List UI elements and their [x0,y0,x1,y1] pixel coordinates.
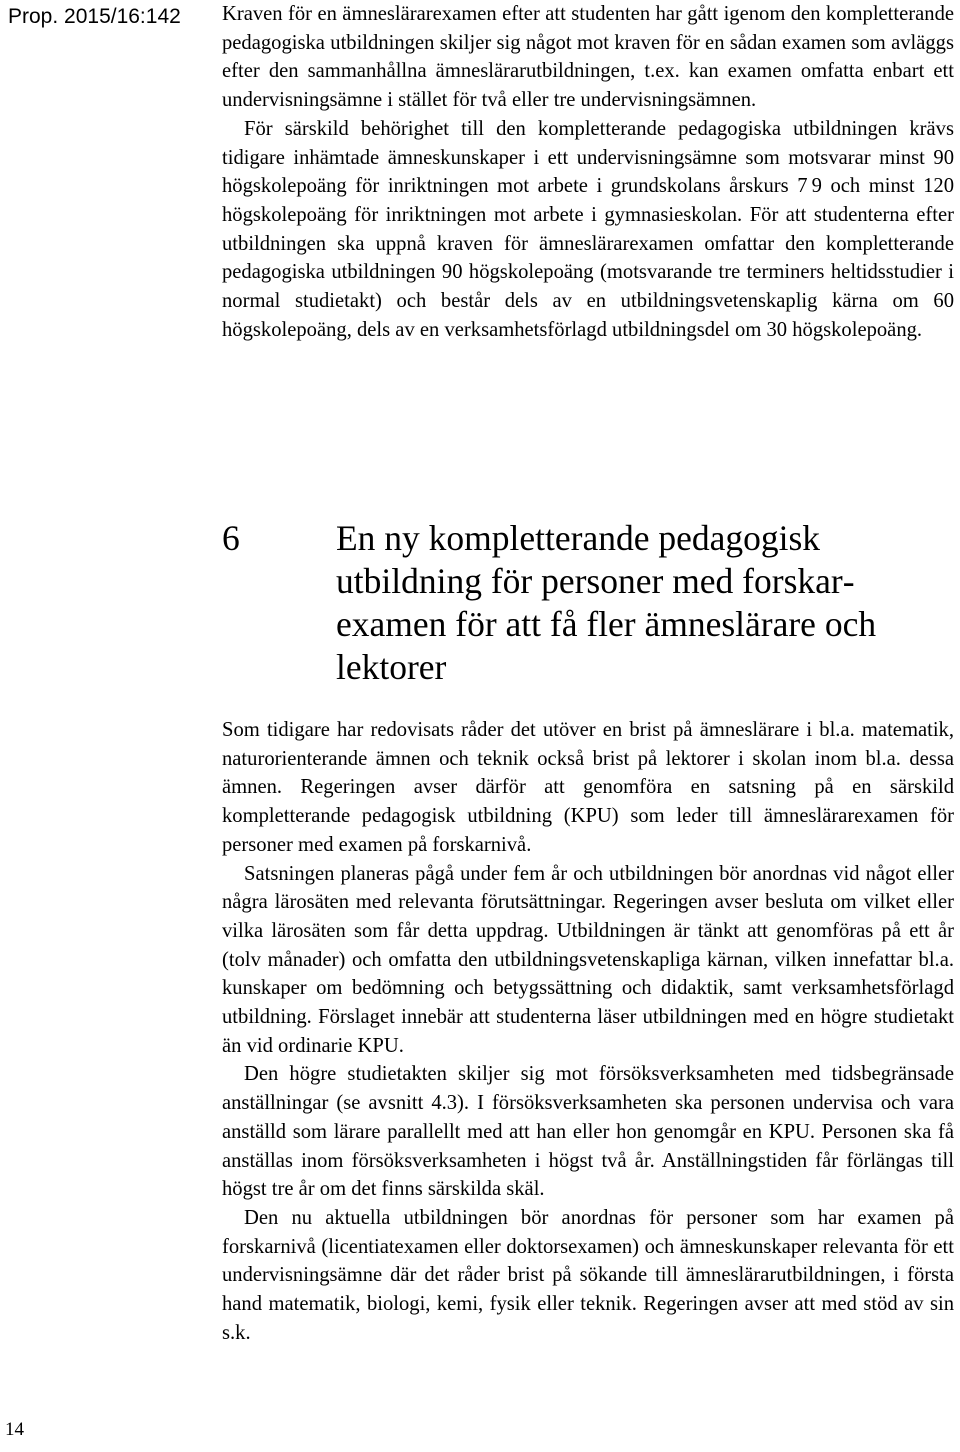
section-body [222,716,954,1347]
paragraph: Kraven för en ämneslärarexamen efter att studenten har gått igenom den kompletterande pedagogiska utbildningen skiljer sig något mot kraven för en sådan examen som avläggs efter den sammanhållna ämneslärarutbildningen, t.ex. kan examen omfatta enbart ett undervisningsämne i stället för två eller tre undervisningsämnen. [222,3,954,112]
top-text-block [222,0,954,344]
paragraph: Den högre studietakten skiljer sig mot försöksverksamheten med tidsbegränsade anställningar (se avsnitt 4.3). I försöksverksamheten ska personen undervisa och vara anställd som lärare parallellt med att han eller hon genomgår en KPU. Personen ska få anställas inom försöksverksamheten i högst två år. Anställningstiden får förlängas till högst tre år om det finns särskilda skäl. [222,1063,954,1201]
paragraph: Som tidigare har redovisats råder det utöver en brist på ämneslärare i bl.a. matematik, naturorienterande ämnen och teknik också brist på lektorer i skolan inom bl.a. dessa ämnen. Regeringen avser därför att genomföra en satsning på en särskild kompletterande pedagogisk utbildning (KPU) som leder till ämneslärarexamen för personer med examen på forskarnivå. [222,719,954,856]
paragraph: Satsningen planeras pågå under fem år och utbildningen bör anordnas vid något eller några lärosäten med relevanta förutsättningar. Regeringen avser besluta om vilket eller vilka lärosäten som får detta uppdrag. Utbildningen är tänkt att genomföras på ett år (tolv månader) och omfatta den utbildningsvetenskapliga kärnan, vilken innefattar bl.a. kunskaper om bedömning och betygssättning och didaktik, samt verksamhetsförlagd utbildning. Förslaget innebär att studenterna läser utbildningen med en högre studietakt än vid ordinarie KPU. [222,862,954,1057]
section-number: 6 [222,518,240,558]
page-number: 14 [5,1419,24,1440]
section-heading [222,517,954,689]
section-title: En ny kompletterande pedagogisk utbildning för personer med forskarexamen för att få fler ämneslärare och lektorer [336,518,877,687]
paragraph: För särskild behörighet till den kompletterande pedagogiska utbildningen krävs tidigare inhämtade ämneskunskaper i ett undervisningsämne som motsvarar minst 90 högskolepoäng för inriktningen mot arbete i grundskolans årskurs 7 9 och minst 120 högskolepoäng för inriktningen mot arbete i gymnasieskolan. För att studenterna efter utbildningen ska uppnå kraven för ämneslärarexamen omfattar den kompletterande pedagogiska utbildningen 90 högskolepoäng (motsvarande tre terminers heltidsstudier i normal studietakt) och består dels av en utbildningsvetenskaplig kärna om 60 högskolepoäng, dels av en verksamhetsförlagd utbildningsdel om 30 högskolepoäng. [222,117,954,341]
running-head: Prop. 2015/16:142 [8,5,181,28]
paragraph: Den nu aktuella utbildningen bör anordnas för personer som har examen på forskarnivå (licentiatexamen eller doktorsexamen) och ämneskunskaper relevanta för ett undervisningsämne där det råder brist på sökande till ämneslärarutbildningen, i första hand matematik, biologi, kemi, fysik eller teknik. Regeringen avser att med stöd av sin s.k. [222,1206,954,1344]
